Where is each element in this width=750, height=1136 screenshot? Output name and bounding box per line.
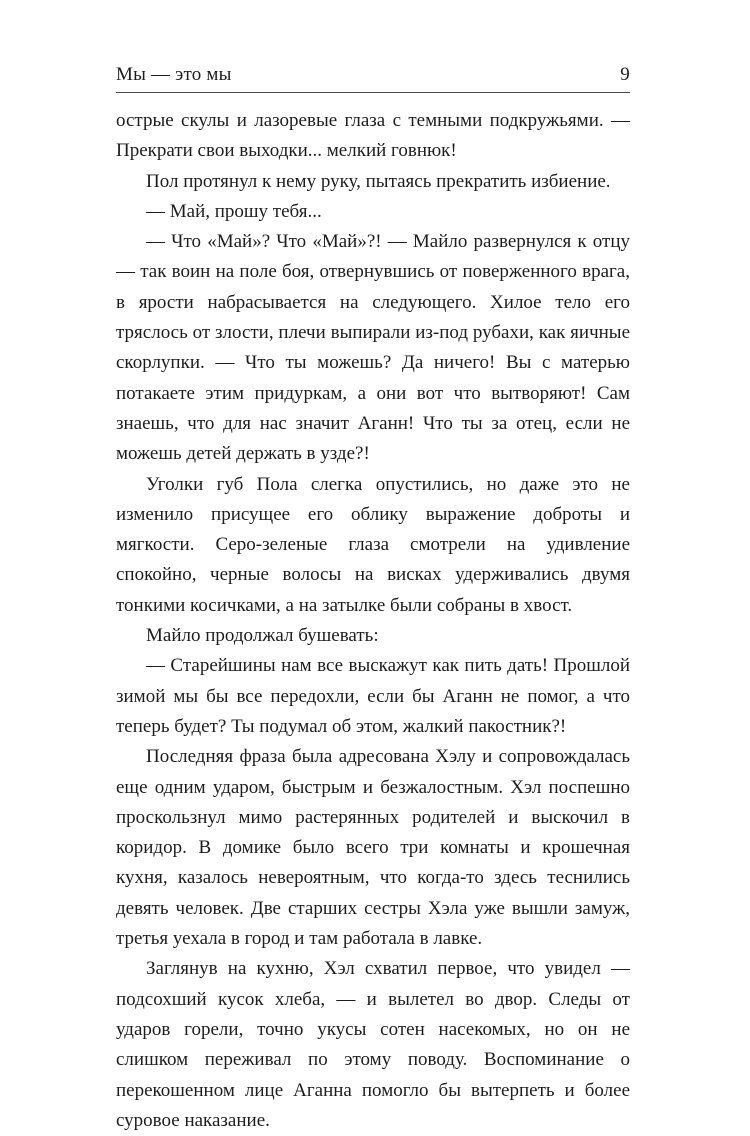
paragraph: Заглянув на кухню, Хэл схватил первое, что увидел — подсохший кусок хлеба, — и вылетел во двор. Следы от ударов горели, точно укусы сотен насекомых, но он не слишком переживал по этому поводу. Воспоминание о перекошенном лице Аганна помогло бы вытерпеть и более суровое наказание.: [116, 958, 630, 1131]
running-header: [116, 52, 630, 86]
paragraph: Пол протянул к нему руку, пытаясь прекратить избиение.: [146, 170, 611, 192]
page-body: [116, 106, 630, 1136]
header-rule: [116, 92, 630, 93]
paragraph: Уголки губ Пола слегка опустились, но даже это не изменило присущее его облику выражение доброты и мягкости. Серо-зеленые глаза смотрели на удивление спокойно, черные волосы на висках удерживались двумя тонкими косичками, а на затылке были собраны в хвост.: [116, 473, 630, 616]
paragraph-continuation: острые скулы и лазоревые глаза с темными подкружьями. — Прекрати свои выходки... мелкий говнюк!: [116, 110, 630, 162]
paragraph: — Что «Май»? Что «Май»?! — Майло развернулся к отцу — так воин на поле боя, отвернувшись от поверженного врага, в ярости набрасывается на следующего. Хилое тело его тряслось от злости, плечи выпирали из-под рубахи, как яичные скорлупки. — Что ты можешь? Да ничего! Вы с матерью потакаете этим придуркам, а они вот что вытворяют! Сам знаешь, что для нас значит Аганн! Что ты за отец, если не можешь детей держать в узде?!: [116, 231, 630, 465]
page-number: 9: [620, 64, 630, 85]
paragraph: — Май, прошу тебя...: [146, 200, 322, 222]
running-title: Мы — это мы: [116, 64, 232, 85]
paragraph: — Старейшины нам все выскажут как пить дать! Прошлой зимой мы бы все передохли, если бы Аганн не помог, а что теперь будет? Ты подумал об этом, жалкий пакостник?!: [116, 655, 630, 737]
paragraph: Майло продолжал бушевать:: [146, 625, 379, 647]
paragraph: Последняя фраза была адресована Хэлу и сопровождалась еще одним ударом, быстрым и безжалостным. Хэл поспешно проскользнул мимо растерянных родителей и выскочил в коридор. В домике было всего три комнаты и крошечная кухня, казалось невероятным, что когда-то здесь теснились девять человек. Две старших сестры Хэла уже вышли замуж, третья уехала в город и там работала в лавке.: [116, 746, 630, 950]
